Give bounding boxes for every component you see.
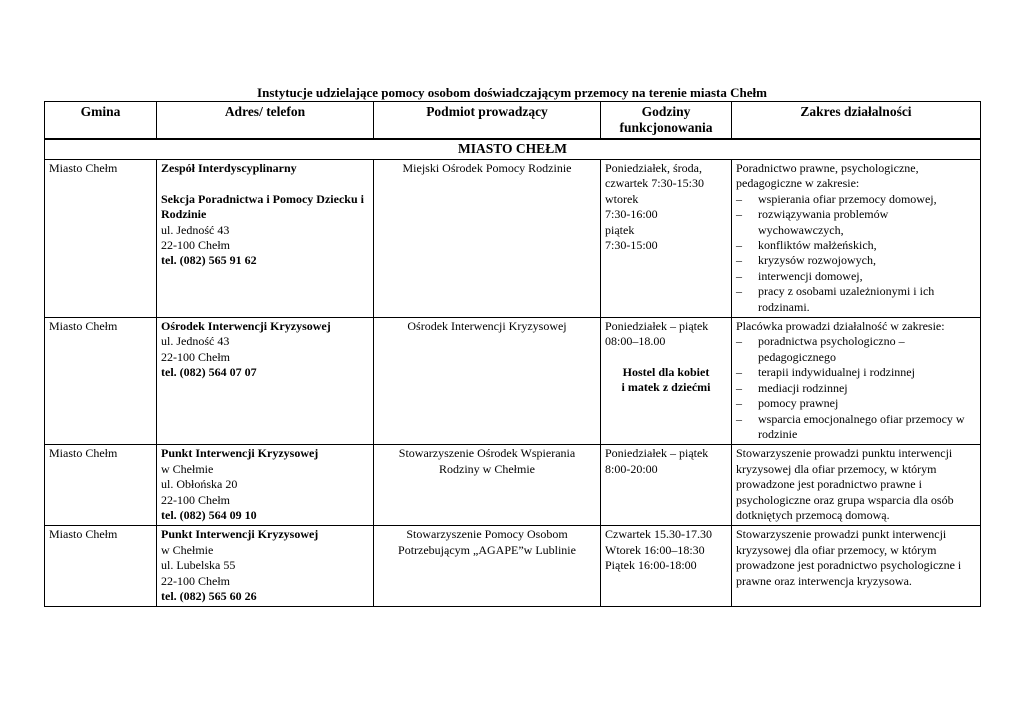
scope-item: – wspierania ofiar przemocy domowej, [736, 192, 976, 207]
header-scope: Zakres działalności [732, 102, 981, 140]
section-label: MIASTO CHEŁM [45, 139, 981, 160]
table-header-row [45, 102, 981, 140]
cell-operator: Stowarzyszenie Ośrodek Wspierania Rodziny w Chełmie [374, 445, 601, 526]
cell-hours [601, 445, 732, 526]
header-hours: Godziny funkcjonowania [601, 102, 732, 140]
cell-hours [601, 160, 732, 318]
city: 22-100 Chełm [161, 349, 230, 364]
street: ul. Jedność 43 [161, 334, 230, 349]
street: ul. Lubelska 55 [161, 558, 236, 573]
hours-line: Poniedziałek, środa, [605, 161, 702, 175]
cell-scope [732, 318, 981, 445]
scope-item: – pracy z osobami uzależnionymi i ich rodzinami. [736, 284, 976, 315]
table-row [45, 445, 981, 526]
scope-intro: Poradnictwo prawne, psychologiczne, pedagogiczne w zakresie: [736, 161, 919, 191]
scope-item: – interwencji domowej, [736, 269, 976, 284]
scope-intro: Placówka prowadzi działalność w zakresie: [736, 319, 945, 334]
cell-address [157, 318, 374, 445]
institution-name: Punkt Interwencji Kryzysowej [161, 446, 319, 461]
institution-name-line2: w Chełmie [161, 542, 214, 557]
cell-scope: Stowarzyszenie prowadzi punkt interwencji kryzysowej dla ofiar przemocy, w którym prowadzone jest poradnictwo psychologiczne i prawne oraz interwencja kryzysowa. [732, 526, 981, 607]
phone: tel. (082) 564 09 10 [161, 507, 257, 522]
spacer [161, 176, 369, 191]
header-address: Adres/ telefon [157, 102, 374, 140]
scope-item: – poradnictwa psychologiczno – pedagogicznego [736, 334, 976, 365]
cell-scope: Stowarzyszenie prowadzi punktu interwencji kryzysowej dla ofiar przemocy, w którym prowadzone jest poradnictwo prawne i psychologiczne oraz grupa wsparcia dla osób dotkniętych przemocą domową. [732, 445, 981, 526]
hostel-note [605, 365, 727, 396]
cell-gmina: Miasto Chełm [45, 526, 157, 607]
hours-line: wtorek [605, 191, 639, 206]
table-row [45, 318, 981, 445]
cell-gmina: Miasto Chełm [45, 160, 157, 318]
phone: tel. (082) 564 07 07 [161, 365, 257, 380]
hours-line: Czwartek 15.30-17.30 [605, 527, 712, 542]
cell-operator: Miejski Ośrodek Pomocy Rodzinie [374, 160, 601, 318]
institution-name: Ośrodek Interwencji Kryzysowej [161, 319, 331, 334]
hostel-line: i matek z dziećmi [621, 380, 711, 395]
cell-scope [732, 160, 981, 318]
hours-line: Piątek 16:00-18:00 [605, 558, 697, 573]
scope-item: – terapii indywidualnej i rodzinnej [736, 365, 976, 380]
institution-name: Zespół Interdyscyplinarny [161, 161, 297, 175]
hours-line: piątek [605, 222, 635, 237]
cell-gmina: Miasto Chełm [45, 445, 157, 526]
cell-gmina: Miasto Chełm [45, 318, 157, 445]
phone: tel. (082) 565 60 26 [161, 588, 257, 603]
street: ul. Jedność 43 [161, 222, 230, 237]
scope-item: – kryzysów rozwojowych, [736, 253, 976, 268]
hours-line: 8:00-20:00 [605, 461, 658, 476]
institution-subname: Sekcja Poradnictwa i Pomocy Dziecku i Rodzinie [161, 191, 364, 222]
phone: tel. (082) 565 91 62 [161, 253, 257, 268]
cell-hours [601, 526, 732, 607]
scope-list [736, 334, 976, 442]
page-title: Instytucje udzielające pomocy osobom doświadczającym przemocy na terenie miasta Chełm [257, 85, 767, 100]
header-operator: Podmiot prowadzący [374, 102, 601, 140]
header-gmina: Gmina [45, 102, 157, 140]
city: 22-100 Chełm [161, 238, 230, 253]
hours-line: 08:00–18.00 [605, 334, 666, 349]
scope-item: – wsparcia emocjonalnego ofiar przemocy w rodzinie [736, 412, 976, 443]
hours-line: 7:30-15:00 [605, 238, 658, 253]
institutions-table [44, 101, 981, 607]
institution-name: Punkt Interwencji Kryzysowej [161, 527, 319, 542]
cell-address [157, 445, 374, 526]
hours-line: Poniedziałek – piątek [605, 319, 709, 334]
table-row [45, 160, 981, 318]
scope-item: – mediacji rodzinnej [736, 381, 976, 396]
table-row [45, 526, 981, 607]
street: ul. Obłońska 20 [161, 477, 238, 492]
institution-name-line2: w Chełmie [161, 461, 214, 476]
cell-address [157, 160, 374, 318]
section-row [45, 139, 981, 160]
hours-line: Wtorek 16:00–18:30 [605, 542, 705, 557]
scope-item: – konfliktów małżeńskich, [736, 238, 976, 253]
cell-address [157, 526, 374, 607]
city: 22-100 Chełm [161, 573, 230, 588]
city: 22-100 Chełm [161, 492, 230, 507]
cell-operator: Ośrodek Interwencji Kryzysowej [374, 318, 601, 445]
scope-item: – rozwiązywania problemów wychowawczych, [736, 207, 976, 238]
cell-hours [601, 318, 732, 445]
hours-line: Poniedziałek – piątek [605, 446, 709, 461]
scope-list [736, 192, 976, 315]
hostel-line: Hostel dla kobiet [622, 364, 710, 379]
hours-line: 7:30-16:00 [605, 207, 658, 222]
hours-line: czwartek 7:30-15:30 [605, 176, 704, 191]
cell-operator: Stowarzyszenie Pomocy Osobom Potrzebującym „AGAPE”w Lublinie [374, 526, 601, 607]
scope-item: – pomocy prawnej [736, 396, 976, 411]
